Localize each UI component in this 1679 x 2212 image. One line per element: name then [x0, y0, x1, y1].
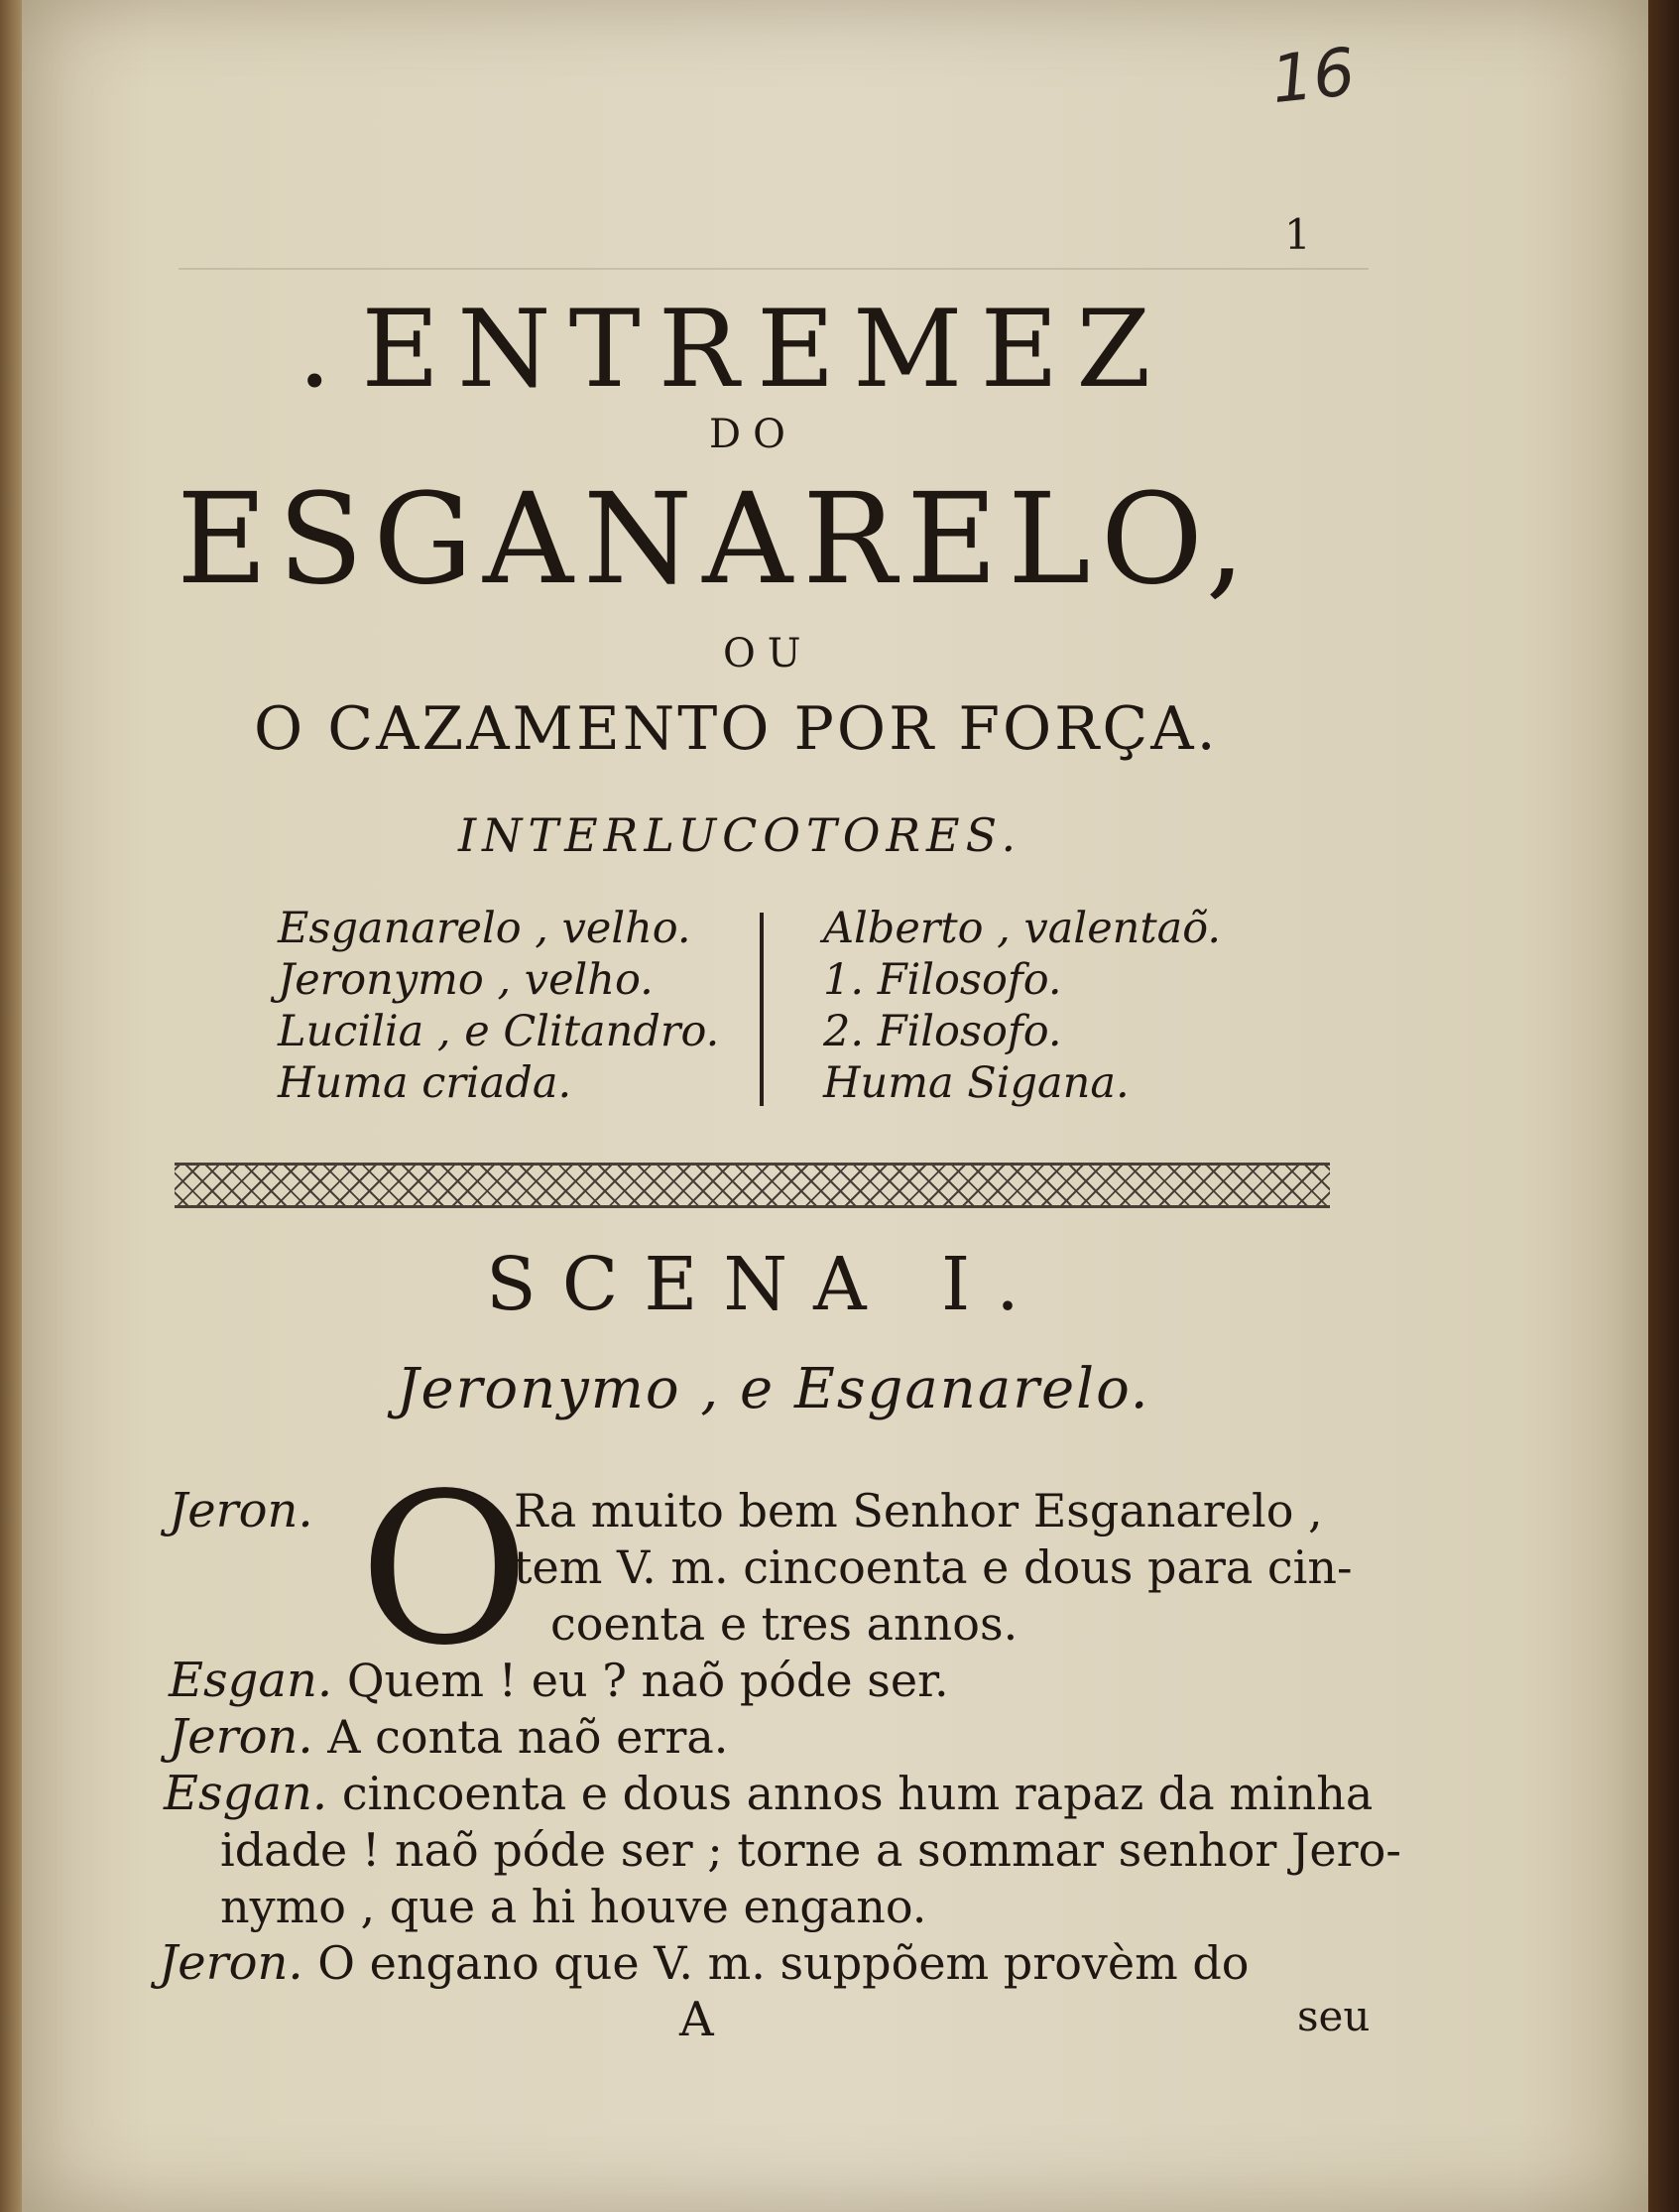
- title-entremez: ENTREMEZ: [361, 288, 1169, 412]
- dialogue-line: [169, 1653, 949, 1709]
- dialogue-text: Quem ! eu ? naõ póde ser.: [346, 1654, 949, 1707]
- dialogue-line: [169, 1483, 313, 1539]
- dialogue-line: [169, 1709, 728, 1766]
- folio-number: 16: [1267, 33, 1359, 119]
- scene-characters: Jeronymo , e Esganarelo.: [397, 1357, 1150, 1421]
- dialogue-text: O engano que V. m. suppõem provèm do: [317, 1936, 1250, 1990]
- speaker-label: Jeron.: [159, 1935, 303, 1991]
- cast-list-right: [823, 903, 1221, 1109]
- drop-cap: O: [359, 1448, 531, 1691]
- scene-heading: SCENA I.: [486, 1242, 1045, 1327]
- dialogue-text: coenta e tres annos.: [550, 1597, 1019, 1651]
- cast-entry: Huma Sigana.: [823, 1058, 1130, 1108]
- dialogue-text: tem V. m. cincoenta e dous para cin-: [514, 1540, 1353, 1594]
- cast-entry: Jeronymo , velho.: [278, 955, 654, 1005]
- dialogue-line: [159, 1935, 1250, 1992]
- speaker-label: Esgan.: [169, 1653, 333, 1708]
- subtitle: O CAZAMENTO POR FORÇA.: [254, 694, 1219, 764]
- dialogue-text: idade ! naõ póde ser ; torne a sommar senhor Jero-: [220, 1823, 1401, 1877]
- signature-mark: A: [679, 1992, 714, 2047]
- title-prefix-dot: .: [298, 288, 332, 412]
- cast-entry: Huma criada.: [278, 1058, 572, 1108]
- cast-entry: Alberto , valentaõ.: [823, 904, 1222, 953]
- cast-divider: [760, 913, 764, 1106]
- ornamental-rule: [175, 1163, 1330, 1208]
- speaker-label: Jeron.: [169, 1709, 313, 1765]
- page-number: 1: [1284, 210, 1311, 259]
- cast-entry: Lucilia , e Clitandro.: [278, 1007, 720, 1056]
- cast-entry: 2. Filosofo.: [823, 1007, 1062, 1056]
- catchword: seu: [1297, 1992, 1371, 2040]
- page-left-edge: [0, 0, 22, 2212]
- dialogue-line: [164, 1766, 1373, 1822]
- title-line-1: [298, 288, 1168, 412]
- dialogue-text: A conta naõ erra.: [327, 1710, 729, 1764]
- speaker-label: Jeron.: [169, 1483, 313, 1538]
- title-esganarelo: ESGANARELO,: [177, 466, 1256, 612]
- dialogue-text: Ra muito bem Senhor Esganarelo ,: [514, 1484, 1323, 1537]
- dialogue-text: cincoenta e dous annos hum rapaz da minha: [341, 1767, 1374, 1820]
- cast-entry: 1. Filosofo.: [823, 955, 1062, 1005]
- background-edge: [1648, 0, 1679, 2212]
- title-connector-ou: OU: [723, 631, 813, 676]
- bleed-through-texture: [179, 228, 1369, 270]
- cast-list-left: [278, 903, 719, 1109]
- dialogue-text: nymo , que a hi houve engano.: [220, 1880, 927, 1933]
- cast-heading: INTERLUCOTORES.: [458, 808, 1022, 862]
- speaker-label: Esgan.: [164, 1766, 328, 1821]
- title-connector-do: DO: [709, 412, 797, 457]
- cast-entry: Esganarelo , velho.: [278, 904, 691, 953]
